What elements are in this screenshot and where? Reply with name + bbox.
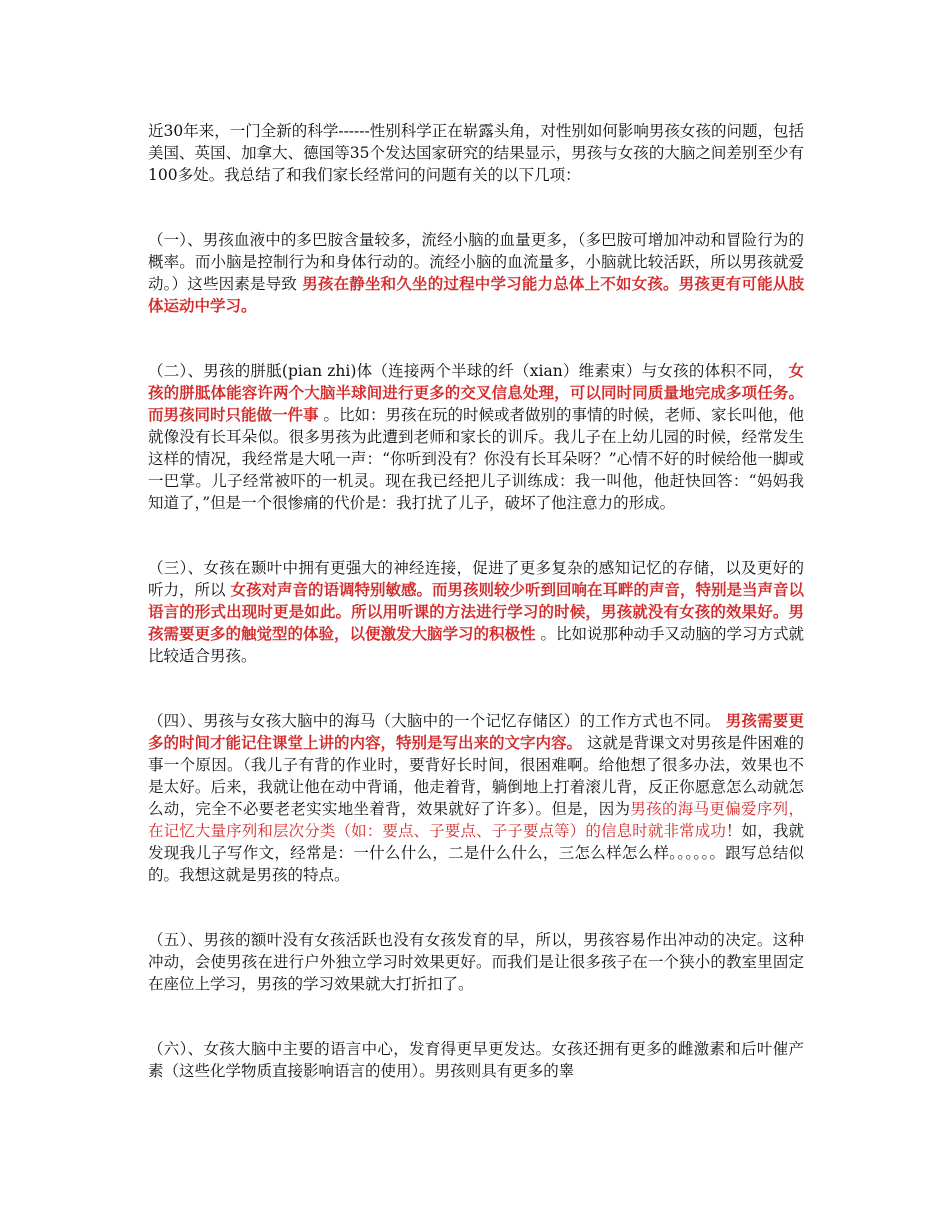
paragraph-text: （四）、男孩与女孩大脑中的海马（大脑中的一个记忆存储区）的工作方式也不同。 bbox=[148, 712, 726, 730]
paragraph-point-1 bbox=[148, 229, 804, 317]
paragraph-text: 。比如：男孩在玩的时候或者做别的事情的时候，老师、家长叫他，他就像没有长耳朵似。很多男孩为此遭到老师和家长的训斥。我儿子在上幼儿园的时候，经常发生这样的情况，我经常是大吼一声：“你听到没有？你没有长耳朵呀？”心情不好的时候给他一脚或一巴掌。儿子经常被吓的一机灵。现在我已经把儿子训练成：我一叫他，他赶快回答：“妈妈我知道了，”但是一个很惨痛的代价是：我打扰了儿子，破坏了他注意力的形成。 bbox=[148, 406, 804, 512]
paragraph-text: 近30年来，一门全新的科学------性别科学正在崭露头角，对性别如何影响男孩女孩的问题，包括美国、英国、加拿大、德国等35个发达国家研究的结果显示，男孩与女孩的大脑之间差别至少有100多处。我总结了和我们家长经常问的问题有关的以下几项： bbox=[148, 122, 804, 184]
document-page bbox=[148, 120, 804, 1125]
paragraph-point-2 bbox=[148, 360, 804, 514]
paragraph-text: （六）、女孩大脑中主要的语言中心，发育得更早更发达。女孩还拥有更多的雌激素和后叶催产素（这些化学物质直接影响语言的使用）。男孩则具有更多的睾 bbox=[148, 1040, 804, 1080]
paragraph-intro bbox=[148, 120, 804, 186]
highlighted-text: 女孩的胼胝体能容许两个大脑半球间进行更多的交叉信息处理，可以同时同质量地完成多项任务。而男孩同时只能做一件事 bbox=[148, 361, 804, 424]
highlighted-text: 男孩的海马更偏爱序列，在记忆大量序列和层次分类（如：要点、子要点、子子要点等）的信息时就非常成功 bbox=[148, 800, 804, 840]
paragraph-text: 。比如说那种动手又动脑的学习方式就比较适合男孩。 bbox=[148, 625, 804, 665]
paragraph-text: （一）、男孩血液中的多巴胺含量较多，流经小脑的血量更多，（多巴胺可增加冲动和冒险行为的概率。而小脑是控制行为和身体行动的。流经小脑的血流量多，小脑就比较活跃，所以男孩就爱动。）这些因素是导致 bbox=[148, 231, 804, 293]
paragraph-text: （三）、女孩在颞叶中拥有更强大的神经连接，促进了更多复杂的感知记忆的存储，以及更好的听力，所以 bbox=[148, 559, 804, 599]
paragraph-text: （五）、男孩的额叶没有女孩活跃也没有女孩发育的早，所以，男孩容易作出冲动的决定。这种冲动，会使男孩在进行户外独立学习时效果更好。而我们是让很多孩子在一个狭小的教室里固定在座位上学习，男孩的学习效果就大打折扣了。 bbox=[148, 931, 804, 993]
paragraph-point-6 bbox=[148, 1038, 804, 1082]
paragraph-point-3 bbox=[148, 557, 804, 667]
paragraph-point-5 bbox=[148, 929, 804, 995]
highlighted-text: 女孩对声音的语调特别敏感。而男孩则较少听到回响在耳畔的声音，特别是当声音以语言的形式出现时更是如此。所以用听课的方法进行学习的时候，男孩就没有女孩的效果好。男孩需要更多的触觉型的体验，以便激发大脑学习的积极性 bbox=[148, 580, 804, 643]
paragraph-text: 这就是背课文对男孩是件困难的事一个原因。（我儿子有背的作业时，要背好长时间，很困难啊。给他想了很多办法，效果也不是太好。后来，我就让他在动中背诵，他走着背，躺倒地上打着滚儿背，反正你愿意怎么动就怎么动，完全不必要老老实实地坐着背，效果就好了许多）。但是，因为 bbox=[148, 734, 804, 818]
paragraph-text: （二）、男孩的胼胝(pian zhi)体（连接两个半球的纤（xian）维素束）与女孩的体积不同， bbox=[148, 362, 789, 380]
highlighted-text: 男孩在静坐和久坐的过程中学习能力总体上不如女孩。男孩更有可能从肢体运动中学习。 bbox=[148, 274, 804, 315]
highlighted-text: 男孩需要更多的时间才能记住课堂上讲的内容，特别是写出来的文字内容。 bbox=[148, 711, 804, 752]
paragraph-point-4 bbox=[148, 710, 804, 886]
paragraph-text: ！如，我就发现我儿子写作文，经常是：一什么什么，二是什么什么，三怎么样怎么样。。。。。。跟写总结似的。我想这就是男孩的特点。 bbox=[148, 822, 804, 884]
